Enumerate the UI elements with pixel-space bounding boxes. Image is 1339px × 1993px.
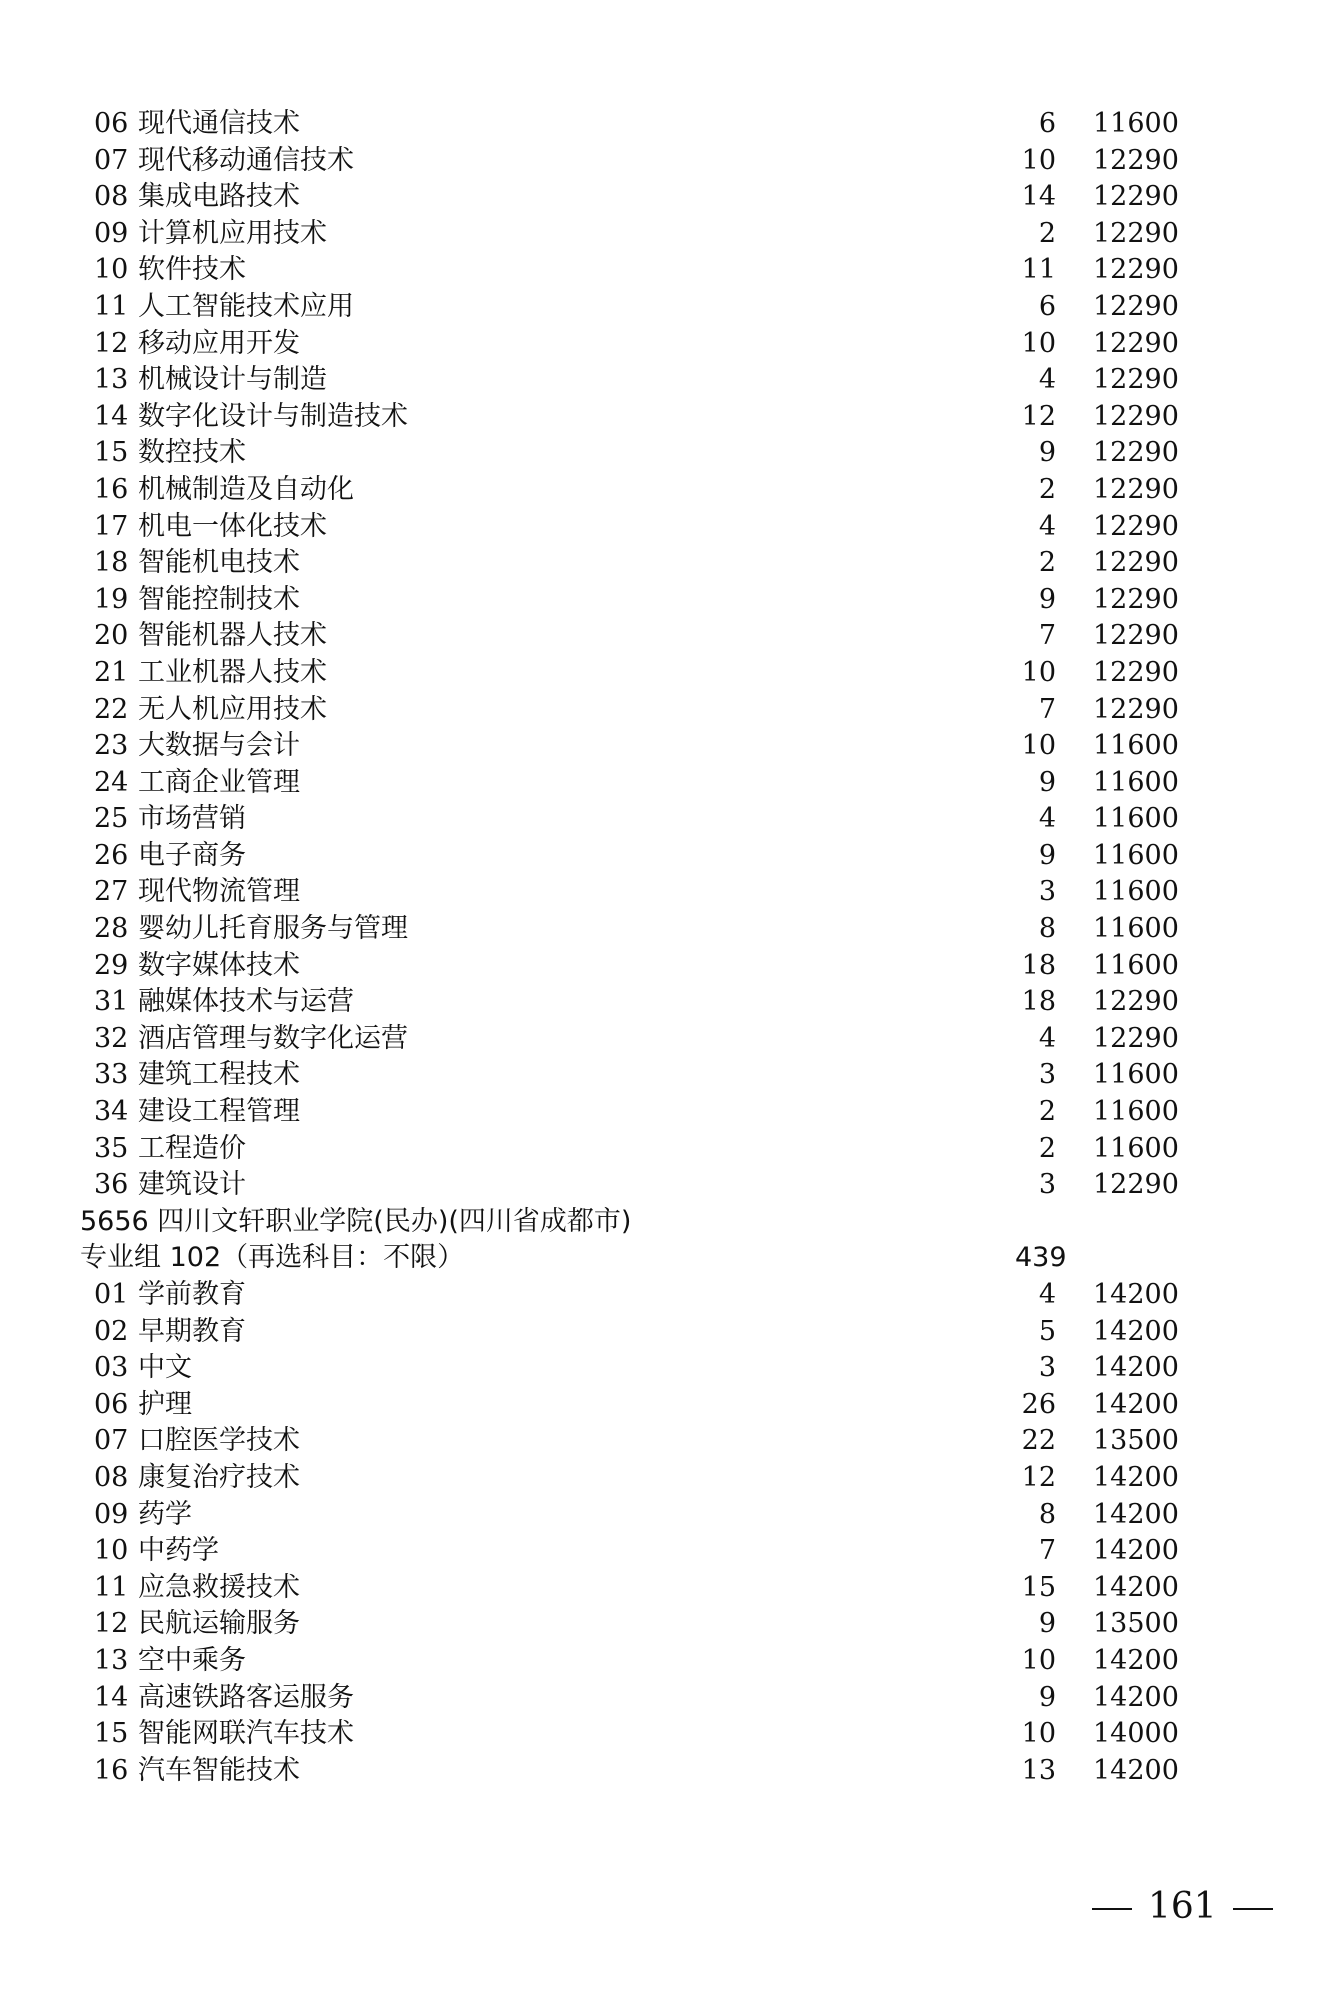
major-name: 建筑工程技术 (138, 1059, 300, 1091)
major-code: 17 (94, 510, 129, 542)
tuition-fee: 12290 (1093, 620, 1179, 652)
major-code: 22 (94, 693, 129, 725)
group-label: 专业组 102（再选科目：不限） (80, 1242, 465, 1274)
plan-count: 7 (1038, 1535, 1056, 1567)
plan-count: 5 (1038, 1315, 1056, 1347)
tuition-fee: 12290 (1093, 144, 1179, 176)
major-name: 高速铁路客运服务 (138, 1681, 354, 1713)
table-row (0, 801, 1339, 838)
plan-count: 12 (1021, 400, 1056, 432)
major-code: 12 (94, 327, 129, 359)
plan-count: 10 (1021, 327, 1056, 359)
table-row (0, 1570, 1339, 1607)
major-name: 机械制造及自动化 (138, 473, 354, 505)
tuition-fee: 14200 (1093, 1352, 1179, 1384)
left-dash (1092, 1908, 1132, 1910)
tuition-fee: 12290 (1093, 473, 1179, 505)
major-code: 10 (94, 254, 129, 286)
group-header-row (0, 1240, 1339, 1277)
plan-count: 4 (1038, 510, 1056, 542)
tuition-fee: 12290 (1093, 217, 1179, 249)
major-name: 机电一体化技术 (138, 510, 327, 542)
plan-count: 10 (1021, 1644, 1056, 1676)
tuition-fee: 12290 (1093, 583, 1179, 615)
major-code: 18 (94, 547, 129, 579)
major-code: 08 (94, 181, 129, 213)
plan-count: 9 (1038, 766, 1056, 798)
major-code: 13 (94, 364, 129, 396)
table-row (0, 472, 1339, 509)
enrollment-table (0, 106, 1339, 1789)
major-code: 16 (94, 1754, 129, 1786)
table-row (0, 1350, 1339, 1387)
tuition-fee: 12290 (1093, 400, 1179, 432)
table-row (0, 362, 1339, 399)
major-name: 中药学 (138, 1535, 219, 1567)
major-name: 药学 (138, 1498, 192, 1530)
plan-count: 13 (1021, 1754, 1056, 1786)
table-row (0, 948, 1339, 985)
tuition-fee: 13500 (1093, 1425, 1179, 1457)
table-row (0, 692, 1339, 729)
table-row (0, 984, 1339, 1021)
major-code: 14 (94, 400, 129, 432)
tuition-fee: 11600 (1093, 913, 1179, 945)
major-name: 移动应用开发 (138, 327, 300, 359)
table-row (0, 1606, 1339, 1643)
tuition-fee: 11600 (1093, 839, 1179, 871)
plan-count: 10 (1021, 656, 1056, 688)
tuition-fee: 12290 (1093, 656, 1179, 688)
plan-count: 7 (1038, 693, 1056, 725)
plan-count: 7 (1038, 620, 1056, 652)
tuition-fee: 14200 (1093, 1571, 1179, 1603)
major-name: 大数据与会计 (138, 730, 300, 762)
tuition-fee: 11600 (1093, 766, 1179, 798)
tuition-fee: 11600 (1093, 108, 1179, 139)
major-code: 25 (94, 803, 129, 835)
major-code: 34 (94, 1096, 129, 1128)
page-number: 161 (1148, 1886, 1217, 1927)
table-row (0, 435, 1339, 472)
major-name: 软件技术 (138, 254, 246, 286)
plan-count: 6 (1038, 290, 1056, 322)
plan-count: 4 (1038, 364, 1056, 396)
table-row (0, 1716, 1339, 1753)
plan-count: 3 (1038, 1169, 1056, 1201)
tuition-fee: 14200 (1093, 1279, 1179, 1310)
major-name: 智能机器人技术 (138, 620, 327, 652)
school-title: 5656 四川文轩职业学院(民办)(四川省成都市) (80, 1205, 632, 1237)
tuition-fee: 12290 (1093, 364, 1179, 396)
table-row (0, 1167, 1339, 1204)
tuition-fee: 11600 (1093, 876, 1179, 908)
table-row (0, 655, 1339, 692)
plan-count: 9 (1038, 1608, 1056, 1640)
plan-count: 2 (1038, 473, 1056, 505)
table-row (0, 1387, 1339, 1424)
major-code: 28 (94, 913, 129, 945)
major-name: 民航运输服务 (138, 1608, 300, 1640)
major-name: 智能网联汽车技术 (138, 1718, 354, 1750)
major-name: 数字媒体技术 (138, 949, 300, 981)
major-name: 婴幼儿托育服务与管理 (138, 913, 408, 945)
table-row (0, 874, 1339, 911)
major-name: 无人机应用技术 (138, 693, 327, 725)
plan-count: 10 (1021, 144, 1056, 176)
table-row (0, 326, 1339, 363)
major-code: 36 (94, 1169, 129, 1201)
table-row (0, 179, 1339, 216)
major-name: 口腔医学技术 (138, 1425, 300, 1457)
plan-count: 2 (1038, 547, 1056, 579)
tuition-fee: 14200 (1093, 1461, 1179, 1493)
plan-count: 9 (1038, 839, 1056, 871)
plan-count: 8 (1038, 913, 1056, 945)
major-code: 29 (94, 949, 129, 981)
table-row (0, 765, 1339, 802)
major-name: 机械设计与制造 (138, 364, 327, 396)
major-code: 07 (94, 144, 129, 176)
major-code: 15 (94, 437, 129, 469)
major-name: 现代移动通信技术 (138, 144, 354, 176)
tuition-fee: 12290 (1093, 290, 1179, 322)
tuition-fee: 14200 (1093, 1535, 1179, 1567)
tuition-fee: 11600 (1093, 803, 1179, 835)
tuition-fee: 12290 (1093, 181, 1179, 213)
major-name: 现代物流管理 (138, 876, 300, 908)
tuition-fee: 11600 (1093, 1059, 1179, 1091)
plan-count: 4 (1038, 1022, 1056, 1054)
plan-count: 14 (1021, 181, 1056, 213)
major-code: 10 (94, 1535, 129, 1567)
tuition-fee: 14200 (1093, 1644, 1179, 1676)
table-row (0, 1680, 1339, 1717)
major-code: 06 (94, 108, 129, 139)
table-row (0, 252, 1339, 289)
plan-count: 2 (1038, 1132, 1056, 1164)
major-name: 市场营销 (138, 803, 246, 835)
major-code: 09 (94, 1498, 129, 1530)
school-header-row (0, 1204, 1339, 1241)
table-row (0, 1277, 1339, 1314)
major-name: 现代通信技术 (138, 108, 300, 139)
plan-count: 18 (1021, 949, 1056, 981)
major-name: 早期教育 (138, 1315, 246, 1347)
major-code: 09 (94, 217, 129, 249)
major-name: 数控技术 (138, 437, 246, 469)
table-row (0, 1057, 1339, 1094)
major-name: 电子商务 (138, 839, 246, 871)
tuition-fee: 14200 (1093, 1315, 1179, 1347)
major-code: 20 (94, 620, 129, 652)
major-code: 14 (94, 1681, 129, 1713)
right-dash (1233, 1908, 1273, 1910)
major-name: 计算机应用技术 (138, 217, 327, 249)
major-name: 工商企业管理 (138, 766, 300, 798)
plan-count: 18 (1021, 986, 1056, 1018)
page-footer (1092, 1883, 1273, 1931)
tuition-fee: 12290 (1093, 327, 1179, 359)
plan-count: 11 (1021, 254, 1056, 286)
plan-count: 26 (1021, 1388, 1056, 1420)
major-code: 19 (94, 583, 129, 615)
major-code: 26 (94, 839, 129, 871)
tuition-fee: 12290 (1093, 510, 1179, 542)
major-name: 集成电路技术 (138, 181, 300, 213)
tuition-fee: 11600 (1093, 949, 1179, 981)
major-code: 08 (94, 1461, 129, 1493)
major-code: 21 (94, 656, 129, 688)
table-row (0, 1460, 1339, 1497)
plan-count: 3 (1038, 876, 1056, 908)
tuition-fee: 12290 (1093, 547, 1179, 579)
major-code: 01 (94, 1279, 129, 1310)
tuition-fee: 13500 (1093, 1608, 1179, 1640)
major-code: 02 (94, 1315, 129, 1347)
plan-count: 2 (1038, 217, 1056, 249)
major-name: 建筑设计 (138, 1169, 246, 1201)
plan-count: 2 (1038, 1096, 1056, 1128)
rows-before-group (0, 106, 1339, 1204)
plan-count: 10 (1021, 730, 1056, 762)
tuition-fee: 11600 (1093, 1096, 1179, 1128)
table-row (0, 1533, 1339, 1570)
major-name: 智能机电技术 (138, 547, 300, 579)
tuition-fee: 11600 (1093, 730, 1179, 762)
table-row (0, 1753, 1339, 1790)
major-code: 23 (94, 730, 129, 762)
tuition-fee: 14200 (1093, 1754, 1179, 1786)
table-row (0, 1094, 1339, 1131)
major-name: 工程造价 (138, 1132, 246, 1164)
major-name: 智能控制技术 (138, 583, 300, 615)
major-code: 31 (94, 986, 129, 1018)
major-name: 应急救援技术 (138, 1571, 300, 1603)
tuition-fee: 12290 (1093, 254, 1179, 286)
major-name: 融媒体技术与运营 (138, 986, 354, 1018)
table-row (0, 728, 1339, 765)
table-row (0, 545, 1339, 582)
plan-count: 9 (1038, 1681, 1056, 1713)
major-code: 13 (94, 1644, 129, 1676)
plan-count: 3 (1038, 1059, 1056, 1091)
major-name: 康复治疗技术 (138, 1461, 300, 1493)
major-code: 32 (94, 1022, 129, 1054)
table-row (0, 399, 1339, 436)
tuition-fee: 11600 (1093, 1132, 1179, 1164)
table-row (0, 1314, 1339, 1351)
plan-count: 10 (1021, 1718, 1056, 1750)
major-code: 27 (94, 876, 129, 908)
major-code: 33 (94, 1059, 129, 1091)
table-row (0, 1021, 1339, 1058)
major-code: 35 (94, 1132, 129, 1164)
tuition-fee: 12290 (1093, 1169, 1179, 1201)
major-name: 酒店管理与数字化运营 (138, 1022, 408, 1054)
tuition-fee: 14000 (1093, 1718, 1179, 1750)
tuition-fee: 14200 (1093, 1681, 1179, 1713)
major-code: 15 (94, 1718, 129, 1750)
table-row (0, 911, 1339, 948)
plan-count: 3 (1038, 1352, 1056, 1384)
table-row (0, 1423, 1339, 1460)
tuition-fee: 12290 (1093, 693, 1179, 725)
table-row (0, 1131, 1339, 1168)
plan-count: 9 (1038, 583, 1056, 615)
major-name: 空中乘务 (138, 1644, 246, 1676)
major-code: 24 (94, 766, 129, 798)
major-code: 06 (94, 1388, 129, 1420)
plan-count: 12 (1021, 1461, 1056, 1493)
table-row (0, 143, 1339, 180)
tuition-fee: 14200 (1093, 1498, 1179, 1530)
table-row (0, 509, 1339, 546)
major-code: 03 (94, 1352, 129, 1384)
major-code: 12 (94, 1608, 129, 1640)
major-code: 07 (94, 1425, 129, 1457)
table-row (0, 1497, 1339, 1534)
plan-count: 4 (1038, 803, 1056, 835)
group-count: 439 (1015, 1242, 1067, 1274)
tuition-fee: 12290 (1093, 1022, 1179, 1054)
plan-count: 15 (1021, 1571, 1056, 1603)
major-name: 工业机器人技术 (138, 656, 327, 688)
major-name: 数字化设计与制造技术 (138, 400, 408, 432)
tuition-fee: 12290 (1093, 986, 1179, 1018)
table-row (0, 106, 1339, 143)
major-name: 人工智能技术应用 (138, 290, 354, 322)
table-row (0, 216, 1339, 253)
table-row (0, 1643, 1339, 1680)
rows-after-group (0, 1277, 1339, 1789)
major-name: 建设工程管理 (138, 1096, 300, 1128)
major-code: 11 (94, 290, 129, 322)
table-row (0, 618, 1339, 655)
major-code: 16 (94, 473, 129, 505)
tuition-fee: 14200 (1093, 1388, 1179, 1420)
major-name: 汽车智能技术 (138, 1754, 300, 1786)
plan-count: 22 (1021, 1425, 1056, 1457)
table-row (0, 582, 1339, 619)
major-code: 11 (94, 1571, 129, 1603)
major-name: 中文 (138, 1352, 192, 1384)
major-name: 护理 (138, 1388, 192, 1420)
tuition-fee: 12290 (1093, 437, 1179, 469)
table-row (0, 838, 1339, 875)
major-name: 学前教育 (138, 1279, 246, 1310)
plan-count: 8 (1038, 1498, 1056, 1530)
plan-count: 6 (1038, 108, 1056, 139)
plan-count: 9 (1038, 437, 1056, 469)
plan-count: 4 (1038, 1279, 1056, 1310)
table-row (0, 289, 1339, 326)
